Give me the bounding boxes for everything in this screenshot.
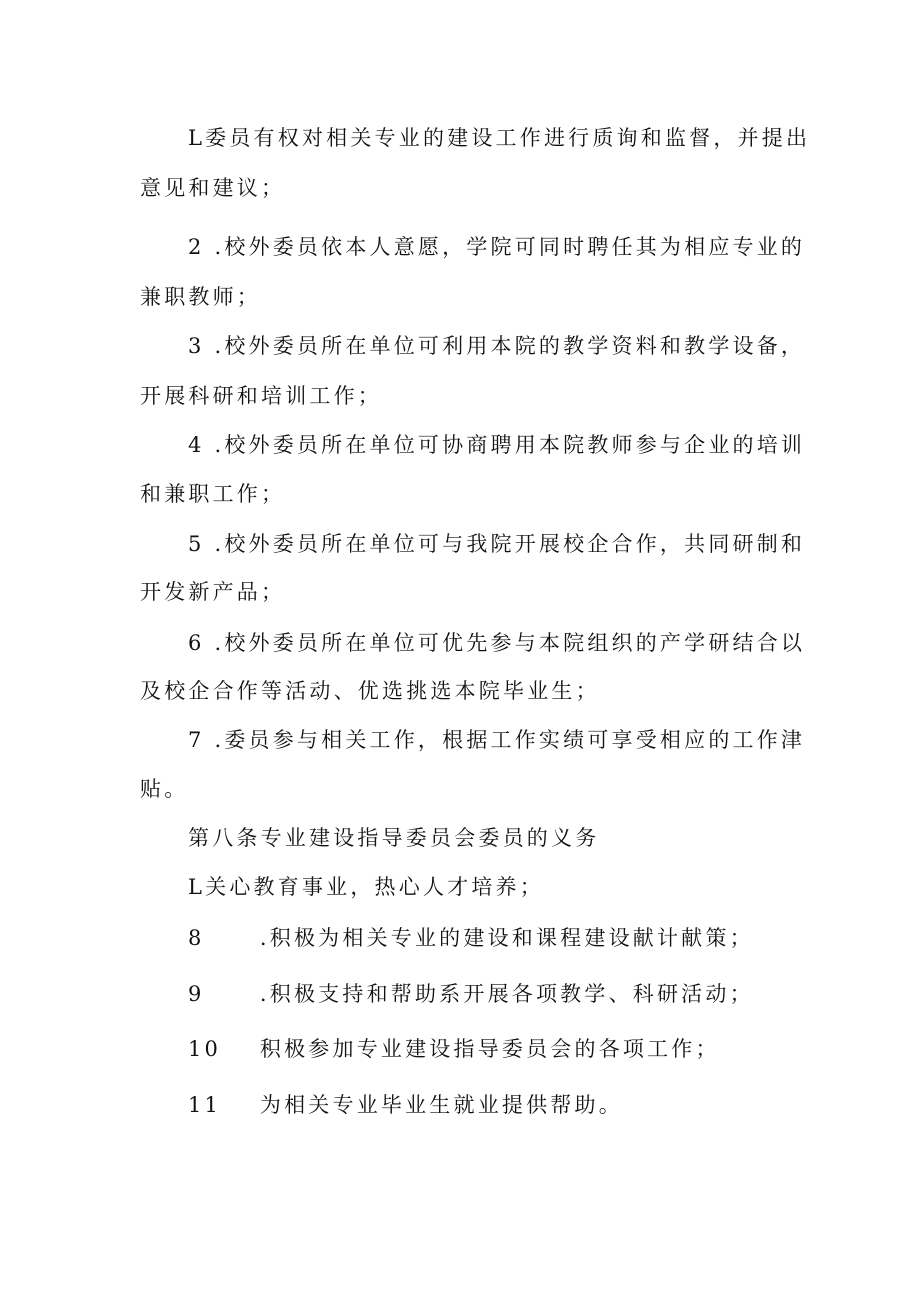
duty-item-9-text: .积极支持和帮助系开展各项教学、科研活动； — [259, 982, 754, 1006]
duty-item-11-number: 11 — [188, 1093, 222, 1117]
paragraph-2-number: 2 — [188, 235, 205, 259]
paragraph-6-line-2 — [140, 677, 600, 705]
paragraph-4-line-2 — [140, 480, 285, 508]
paragraph-3-number: 3 — [188, 334, 205, 358]
paragraph-4-continuation: 和兼职工作； — [140, 482, 286, 506]
paragraph-5-number: 5 — [188, 532, 205, 556]
paragraph-2-line-2 — [140, 283, 261, 311]
paragraph-2-line-1 — [188, 233, 805, 261]
duty-item-8-number: 8 — [188, 926, 205, 950]
paragraph-5-text: .校外委员所在单位可与我院开展校企合作，共同研制和 — [214, 532, 806, 556]
duty-item-1-text: L关心教育事业，热心人才培养； — [188, 875, 544, 899]
paragraph-6-text: .校外委员所在单位可优先参与本院组织的产学研结合以 — [214, 631, 806, 655]
duty-item-8-text: .积极为相关专业的建设和课程建设献计献策； — [259, 926, 754, 950]
duty-item-11 — [188, 1091, 623, 1119]
paragraph-2-continuation: 兼职教师； — [140, 285, 261, 309]
paragraph-3-line-2 — [140, 382, 382, 410]
duty-item-1 — [188, 873, 544, 901]
paragraph-1-line-2 — [140, 174, 285, 202]
paragraph-7-continuation: 贴。 — [140, 777, 189, 801]
paragraph-3-text: .校外委员所在单位可利用本院的教学资料和教学设备， — [214, 334, 806, 358]
duty-item-9-number: 9 — [188, 982, 205, 1006]
paragraph-1-line-1 — [188, 124, 810, 152]
paragraph-4-number: 4 — [188, 433, 205, 457]
paragraph-5-line-2 — [140, 578, 285, 606]
paragraph-5-line-1 — [188, 530, 805, 558]
paragraph-3-line-1 — [188, 332, 805, 360]
paragraph-1-continuation: 意见和建议； — [140, 176, 286, 200]
paragraph-6-continuation: 及校企合作等活动、优选挑选本院毕业生； — [140, 679, 600, 703]
paragraph-1-text: L委员有权对相关专业的建设工作进行质询和监督，并提出 — [188, 126, 811, 150]
paragraph-2-text: .校外委员依本人意愿，学院可同时聘任其为相应专业的 — [214, 235, 806, 259]
duty-item-11-text: 为相关专业毕业生就业提供帮助。 — [259, 1093, 623, 1117]
paragraph-7-line-2 — [140, 775, 188, 803]
duty-item-8 — [188, 924, 754, 952]
duty-item-10-number: 10 — [188, 1037, 222, 1061]
paragraph-4-text: .校外委员所在单位可协商聘用本院教师参与企业的培训 — [214, 433, 806, 457]
article-heading — [188, 824, 599, 852]
paragraph-7-number: 7 — [188, 728, 205, 752]
duty-item-10-text: 积极参加专业建设指导委员会的各项工作； — [259, 1037, 720, 1061]
paragraph-7-text: .委员参与相关工作，根据工作实绩可享受相应的工作津 — [214, 728, 806, 752]
paragraph-4-line-1 — [188, 431, 805, 459]
paragraph-6-line-1 — [188, 629, 805, 657]
paragraph-3-continuation: 开展科研和培训工作； — [140, 384, 382, 408]
paragraph-5-continuation: 开发新产品； — [140, 580, 286, 604]
article-heading-text: 第八条专业建设指导委员会委员的义务 — [188, 826, 600, 850]
duty-item-9 — [188, 980, 754, 1008]
duty-item-10 — [188, 1035, 720, 1063]
paragraph-7-line-1 — [188, 726, 805, 754]
paragraph-6-number: 6 — [188, 631, 205, 655]
